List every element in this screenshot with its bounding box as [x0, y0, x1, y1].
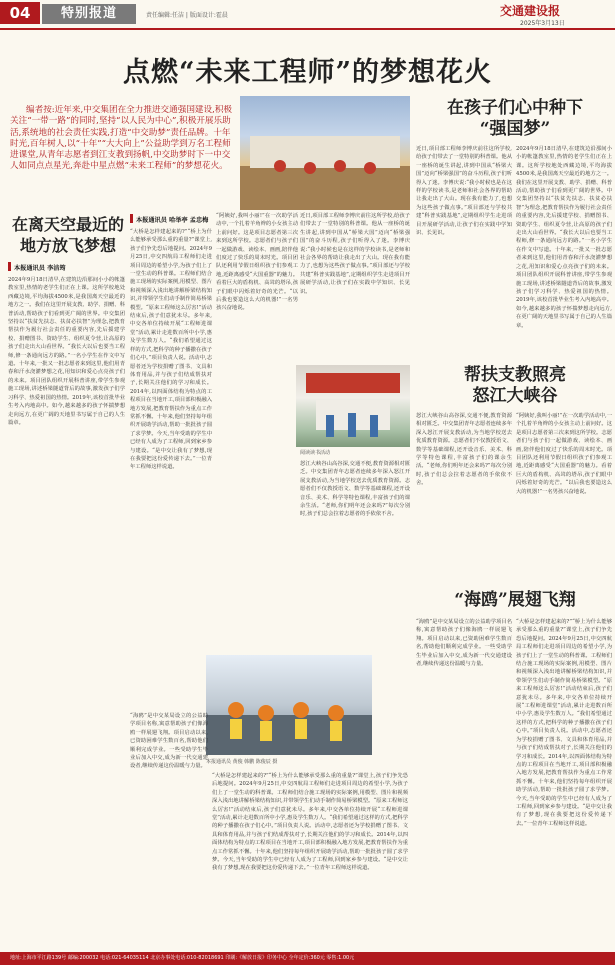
left-title-line-1: 在离天空最近的	[11, 215, 124, 234]
right-title2-line-2: 怒江大峡谷	[472, 386, 558, 406]
newspaper-masthead: 交通建设报	[500, 4, 561, 18]
issue-date: 2025年3月13日	[520, 20, 565, 27]
middle-article-body-side: 近日,项目部工程师李博庆前往这所学校,给孩子们带去了一堂特别的科普课。他从一座桥的诞生讲起,讲到中国从“桥梁大国”迈向“桥梁强国”的奋斗历程,孩子们听得入了迷。李博庆说:“我小时候也是在这样的学校读书,是老师和社会各界的帮助让我走出了大山。现在我有能力了,也想为这些孩子做点事。”项目部还与学校共建“科普实践基地”,定期组织学生走进项目开展研学活动,让孩子们在实践中学知识、长见识。	[300, 213, 410, 295]
page-number: 04	[0, 2, 40, 24]
byline-marker	[130, 214, 133, 223]
editors-line: 责任编辑:任洁 | 版面设计:霍晨	[146, 12, 228, 19]
photo2-caption: 阅读读书活动	[300, 450, 331, 456]
right-article-title-2	[415, 365, 615, 407]
photo-reading-event	[296, 365, 410, 447]
right-article-title-3: “海鸥”展翅飞翔	[454, 590, 576, 610]
right-body-3b: “大桥是怎样建起来的?”“桥上为什么能够承受那么重的重量?”课堂上,孩子们争先恐后地提问。2024年9月25日,中交四航局工程师们走进项目周边的希望小学,为孩子们上了一堂生动的科普课。工程师们结合施工现场的实际案例,用模型、图片和视频深入浅出地讲解桥梁结构知识,并带领学生们动手制作简易桥梁模型。“原来工程师这么厉害!”活动结束后,孩子们意犹未尽。多年来,中交各单位持续开展“工程师进课堂”活动,累计走进数百所中小学,惠及学生数万人。“我们希望通过这样的方式,把科学的种子播撒在孩子们心中。”项目负责人说。活动中,志愿者还为学校捐赠了图书、文具和体育用品,并与孩子们结成帮扶对子,长期关注他们的学习和成长。2014年,以四面体结构为特点的工程项目在当地开工,项目部积极融入地方发展,把教育帮扶作为重点工作常抓不懈。十年来,他们坚持每年组织开展助学活动,帮助一批批孩子圆了求学梦。今天,当年受助的学生中已经有人成为了工程师,回到家乡参与建设。“是中交让我有了梦想,现在我要把这份爱传递下去。”一位青年工程师这样说道。	[516, 619, 612, 827]
byline-marker	[8, 262, 11, 271]
photo-site-visit-art	[206, 655, 372, 755]
right-title1-line-2: “强国梦”	[479, 119, 551, 139]
middle-article-body: “大桥是怎样建起来的?”“桥上为什么能够承受那么重的重量?”课堂上,孩子们争先恐后地提问。2024年9月25日,中交四航局工程师们走进项目周边的希望小学,为孩子们上了一堂生动的科普课。工程师们结合施工现场的实际案例,用模型、图片和视频深入浅出地讲解桥梁结构知识,并带领学生们动手制作简易桥梁模型。“原来工程师这么厉害!”活动结束后,孩子们意犹未尽。多年来,中交各单位持续开展“工程师进课堂”活动,累计走进数百所中小学,惠及学生数万人。“我们希望通过这样的方式,把科学的种子播撒在孩子们心中。”项目负责人说。活动中,志愿者还为学校捐赠了图书、文具和体育用品,并与孩子们结成帮扶对子,长期关注他们的学习和成长。2014年,以四面体结构为特点的工程项目在当地开工,项目部积极融入地方发展,把教育帮扶作为重点工作常抓不懈。十年来,他们坚持每年组织开展助学活动,帮助一批批孩子圆了求学梦。今天,当年受助的学生中已经有人成为了工程师,回到家乡参与建设。“是中交让我有了梦想,现在我要把这份爱传递下去。”一位青年工程师这样说道。	[130, 229, 212, 471]
editor-note: 编者按:近年来,中交集团在全力推进交通强国建设,积极关注“一带一路”的同时,坚持“以人民为中心”,积极开展乐助活,系统地的社会责任实践,打造“中交助梦”责任品牌。十年时光,百年树人,以“十年”“大大向上”公益助学到万名工程师进课堂,从青年志愿者到江支教到扬帆,中交助梦时下一中交人如同点点星光,奔赴中星点燃“未来工程师”的梦想花火。	[10, 105, 233, 172]
left-article-title	[6, 214, 130, 256]
header-rule	[0, 28, 615, 30]
photo-reading-event-art	[296, 365, 410, 447]
main-headline: 点燃“未来工程师”的梦想花火	[122, 57, 493, 88]
middle-article-body-cont: “阿姨好,我叫小丽!”在一次助学活动中,一个扎着羊角辫的小女孩主动上前问好。这是项目志愿者第三次来到这所学校。志愿者们与孩子们一起做游戏、读绘本、画画,陪伴他们度过了快乐的周末时光。项目团队还利用节假日组织孩子们参观工地,近距离感受“大国重器”的魅力。看着巨大的盾构机、高耸的塔吊,孩子们眼中闪烁着好奇的光芒。“以后我也要造这么大的机器!”一名男孩兴奋地说。	[216, 213, 298, 312]
photo3-caption: 本报通讯员 黄俊 韩鹏 陈俊辰 摄	[206, 759, 278, 765]
section-label: 特别报道	[42, 4, 136, 24]
middle-article-tail: “大桥是怎样建起来的?”“桥上为什么能够承受那么重的重量?”课堂上,孩子们争先恐后地提问。2024年9月25日,中交四航局工程师们走进项目周边的希望小学,为孩子们上了一堂生动的科普课。工程师们结合施工现场的实际案例,用模型、图片和视频深入浅出地讲解桥梁结构知识,并带领学生们动手制作简易桥梁模型。“原来工程师这么厉害!”活动结束后,孩子们意犹未尽。多年来,中交各单位持续开展“工程师进课堂”活动,累计走进数百所中小学,惠及学生数万人。“我们希望通过这样的方式,把科学的种子播撒在孩子们心中。”项目负责人说。活动中,志愿者还为学校捐赠了图书、文具和体育用品,并与孩子们结成帮扶对子,长期关注他们的学习和成长。2014年,以四面体结构为特点的工程项目在当地开工,项目部积极融入地方发展,把教育帮扶作为重点工作常抓不懈。十年来,他们坚持每年组织开展助学活动,帮助一批批孩子圆了求学梦。今天,当年受助的学生中已经有人成为了工程师,回到家乡参与建设。“是中交让我有了梦想,现在我要把这份爱传递下去。”一位青年工程师这样说道。	[212, 773, 408, 872]
right-title2-line-1: 帮扶支教照亮	[464, 365, 566, 385]
left-article-body: 2024年9月18日清早,在建筑边沿那间小小的帐篷教室里,热情的老学生们正在上课。这所学校地处西藏边境,平均海拔4500米,是我国离天空最近的地方之一。我们在这里开展支教、助学、捐赠、科普活动,帮助孩子们看到更广阔的世界。中交集团坚持以“扶贫先扶志、扶贫必扶智”为理念,把教育帮扶作为履行社会责任的重要内容,先后援建学校、捐赠图书、资助学生、组织夏令营,让高原的孩子们走出大山看世界。“我长大以后也要当工程师,修一条通向远方的路。”一名小学生在作文中写道。十年来,一批又一批志愿者来到这里,他们用青春和汗水浇灌梦想之花,用知识和爱心点亮孩子们的未来。项目团队组织开展科普讲座,带学生参观施工现场,讲述桥梁隧道背后的故事,激发孩子们学习科学、热爱祖国的热情。2019年,该校首批毕业生考入内地高中。如今,越来越多的孩子怀揣梦想走向远方,在更广阔的天地里书写属于自己的人生篇章。	[8, 277, 125, 426]
footer-bar: 地址:上海市平江路139号 邮编:200032 电话:021-64035114 北京办事处电话:010-82018691 印刷:《解放日报》印务中心 全年定价:360元 零售:1.00元	[0, 952, 615, 965]
right-article-title-1	[415, 98, 615, 140]
right-body-1a: 近日,项目部工程师李博庆前往这所学校,给孩子们带去了一堂特别的科普课。他从一座桥的诞生讲起,讲到中国从“桥梁大国”迈向“桥梁强国”的奋斗历程,孩子们听得入了迷。李博庆说:“我小时候也是在这样的学校读书,是老师和社会各界的帮助让我走出了大山。现在我有能力了,也想为这些孩子做点事。”项目部还与学校共建“科普实践基地”,定期组织学生走进项目开展研学活动,让孩子们在实践中学知识、长见识。	[416, 146, 512, 237]
photo-classroom-art	[240, 96, 410, 210]
photo-site-visit	[206, 655, 372, 755]
right-body-1b: 2024年9月18日清早,在建筑边沿那间小小的帐篷教室里,热情的老学生们正在上课。这所学校地处西藏边境,平均海拔4500米,是我国离天空最近的地方之一。我们在这里开展支教、助学、捐赠、科普活动,帮助孩子们看到更广阔的世界。中交集团坚持以“扶贫先扶志、扶贫必扶智”为理念,把教育帮扶作为履行社会责任的重要内容,先后援建学校、捐赠图书、资助学生、组织夏令营,让高原的孩子们走出大山看世界。“我长大以后也要当工程师,修一条通向远方的路。”一名小学生在作文中写道。十年来,一批又一批志愿者来到这里,他们用青春和汗水浇灌梦想之花,用知识和爱心点亮孩子们的未来。项目团队组织开展科普讲座,带学生参观施工现场,讲述桥梁隧道背后的故事,激发孩子们学习科学、热爱祖国的热情。2019年,该校首批毕业生考入内地高中。如今,越来越多的孩子怀揣梦想走向远方,在更广阔的天地里书写属于自己的人生篇章。	[516, 146, 612, 329]
right-body-2b: “阿姨好,我叫小丽!”在一次助学活动中,一个扎着羊角辫的小女孩主动上前问好。这是项目志愿者第三次来到这所学校。志愿者们与孩子们一起做游戏、读绘本、画画,陪伴他们度过了快乐的周末时光。项目团队还利用节假日组织孩子们参观工地,近距离感受“大国重器”的魅力。看着巨大的盾构机、高耸的塔吊,孩子们眼中闪烁着好奇的光芒。“以后我也要造这么大的机器!”一名男孩兴奋地说。	[516, 413, 612, 495]
middle-article-body-bottom: “海鸥”是中交某局设立的公益助学项目名称,寓意帮助孩子们像海鸥一样展翅飞翔。项目启动以来,已资助困难学生数百名,帮助他们顺利完成学业。一些受助学生毕业后加入中交,成为新一代交通建设者,继续传递这份温暖与力量。	[130, 713, 208, 770]
right-title1-line-1: 在孩子们心中种下	[447, 98, 583, 118]
right-body-3a: “海鸥”是中交某局设立的公益助学项目名称,寓意帮助孩子们像海鸥一样展翅飞翔。项目启动以来,已资助困难学生数百名,帮助他们顺利完成学业。一些受助学生毕业后加入中交,成为新一代交通建设者,继续传递这份温暖与力量。	[416, 619, 512, 668]
middle-article-body-lower: 怒江大峡谷山高谷深,交通不便,教育资源相对匮乏。中交集团青年志愿者连续多年深入怒江开展支教活动,为当地学校送去优质教育资源。志愿者们不仅教授语文、数学等基础课程,还开设音乐、美术、科学等特色课程,丰富孩子们的课余生活。“老师,你们明年还会来吗?”每次分别时,孩子们总会拉着志愿者的手依依不舍。	[300, 461, 410, 518]
middle-byline: 本报通讯员 哈举亭 孟忠梅	[136, 217, 209, 224]
left-byline: 本报通讯员 李洁筠	[14, 265, 66, 272]
right-body-2a: 怒江大峡谷山高谷深,交通不便,教育资源相对匮乏。中交集团青年志愿者连续多年深入怒江开展支教活动,为当地学校送去优质教育资源。志愿者们不仅教授语文、数学等基础课程,还开设音乐、美术、科学等特色课程,丰富孩子们的课余生活。“老师,你们明年还会来吗?”每次分别时,孩子们总会拉着志愿者的手依依不舍。	[416, 413, 512, 487]
left-title-line-2: 地方放飞梦想	[19, 236, 116, 255]
photo-classroom	[240, 96, 410, 210]
